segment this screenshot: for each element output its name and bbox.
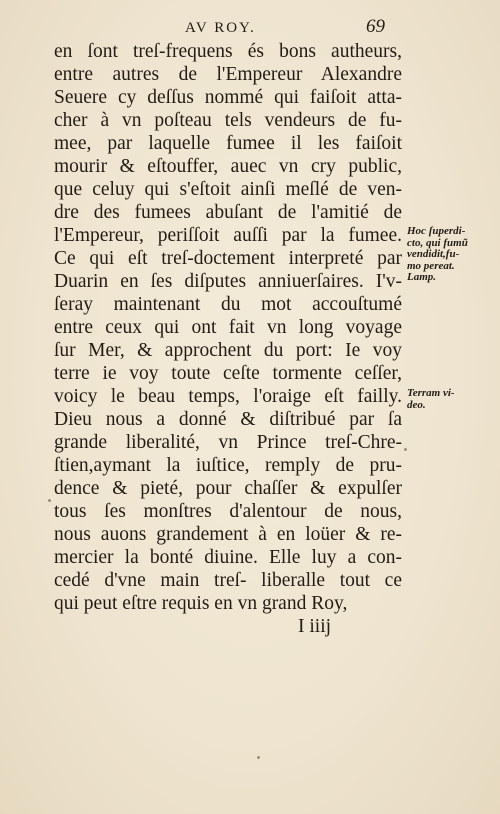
marginal-note-line: Hoc ſuperdi- bbox=[407, 225, 466, 237]
text-line: l'Empereur, periſſoit auſſi par la fumee. bbox=[54, 225, 402, 246]
text-line: Dieu nous a donné & diſtribué par ſa bbox=[54, 409, 402, 430]
marginal-note-line: cto, qui fumũ bbox=[407, 236, 468, 249]
text-line: qui peut eſtre requis en vn grand Roy, bbox=[54, 593, 348, 614]
marginal-note-line: vendidit,fu- bbox=[407, 248, 460, 260]
signature-mark: I iiij bbox=[298, 616, 332, 637]
text-line: entre ceux qui ont fait vn long voyage bbox=[54, 317, 402, 338]
text-line: cher à vn poſteau tels vendeurs de fu- bbox=[54, 110, 402, 131]
text-line: ſtien,aymant la iuſtice, remply de pru- bbox=[54, 455, 402, 476]
text-line: ſur Mer, & approchent du port: Ie voy bbox=[54, 340, 402, 361]
text-line: terre ie voy toute ceſte tormente ceſſer, bbox=[54, 363, 402, 384]
paper-speck bbox=[404, 448, 407, 451]
text-line: dence & pieté, pour chaſſer & expulſer bbox=[54, 478, 402, 499]
text-line: en ſont treſ-frequens és bons autheurs, bbox=[54, 41, 402, 62]
paper-speck bbox=[48, 499, 51, 502]
marginal-note-line: Terram vi- bbox=[407, 387, 455, 399]
text-line: dre des fumees abuſant de l'amitié de bbox=[54, 202, 402, 223]
text-line: tous ſes monſtres d'alentour de nous, bbox=[54, 501, 402, 522]
marginal-note bbox=[407, 226, 487, 284]
text-line: nous auons grandement à en loüer & re- bbox=[54, 524, 402, 545]
marginal-note bbox=[407, 388, 487, 411]
page-number: 69 bbox=[366, 16, 385, 37]
text-line: entre autres de l'Empereur Alexandre bbox=[54, 64, 402, 85]
text-line: ſeray maintenant du mot accouſtumé bbox=[54, 294, 402, 315]
paper-speck bbox=[257, 756, 260, 759]
running-head: AV ROY. bbox=[185, 20, 256, 36]
text-line: cedé d'vne main treſ- liberalle tout ce bbox=[54, 570, 402, 591]
marginal-note-line: Lamp. bbox=[407, 271, 437, 283]
marginal-note-line: mo pereat. bbox=[407, 259, 455, 272]
text-line: grande liberalité, vn Prince treſ-Chre- bbox=[54, 432, 402, 453]
text-line: mourir & eſtouffer, auec vn cry public, bbox=[54, 156, 402, 177]
main-text-block bbox=[54, 40, 402, 638]
text-line: Ce qui eſt treſ-doctement interpreté par bbox=[54, 248, 402, 269]
text-line: Duarin en ſes diſputes anniuerſaires. I'v- bbox=[54, 271, 402, 292]
text-line: mercier la bonté diuine. Elle luy a con- bbox=[54, 547, 402, 568]
text-line: mee, par laquelle fumee il les faiſoit bbox=[54, 133, 402, 154]
text-line: que celuy qui s'eſtoit ainſi meſlé de ven- bbox=[54, 179, 402, 200]
marginal-note-line: deo. bbox=[407, 398, 426, 411]
text-line: voicy le beau temps, l'oraige eſt failly. bbox=[54, 386, 402, 407]
text-line: Seuere cy deſſus nommé qui faiſoit atta- bbox=[54, 87, 402, 108]
